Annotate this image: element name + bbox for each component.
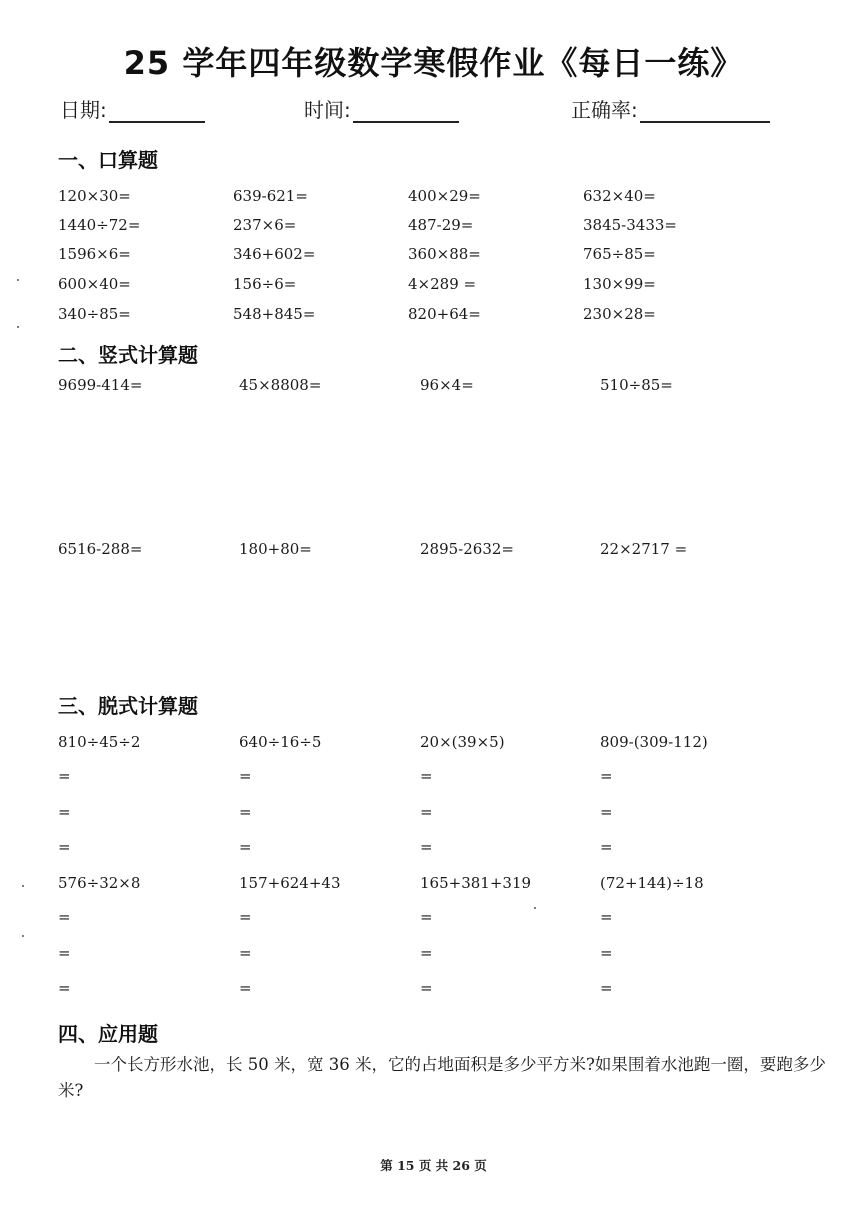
oral-item: 632×40= — [583, 187, 656, 205]
scan-speck — [534, 907, 536, 909]
accuracy-label: 正确率: — [571, 98, 638, 122]
oral-item: 1596×6= — [58, 245, 131, 263]
worksheet-title: 25 学年四年级数学寒假作业《每日一练》 — [123, 44, 744, 82]
equals-sign: = — [58, 803, 71, 821]
equals-sign: = — [600, 803, 613, 821]
equals-sign: = — [600, 979, 613, 997]
step-item: 157+624+43 — [239, 874, 341, 892]
time-label: 时间: — [304, 98, 351, 122]
equals-sign: = — [58, 838, 71, 856]
scan-speck — [22, 935, 24, 937]
equals-sign: = — [239, 838, 252, 856]
scan-speck — [17, 279, 19, 281]
vertical-item: 45×8808= — [239, 376, 322, 394]
equals-sign: = — [58, 767, 71, 785]
vertical-item: 9699-414= — [58, 376, 143, 394]
oral-item: 120×30= — [58, 187, 131, 205]
equals-sign: = — [600, 838, 613, 856]
equals-sign: = — [58, 979, 71, 997]
oral-item: 3845-3433= — [583, 216, 677, 234]
page-footer: 第 15 页 共 26 页 — [380, 1158, 487, 1173]
oral-item: 820+64= — [408, 305, 481, 323]
oral-item: 340÷85= — [58, 305, 131, 323]
time-blank — [353, 99, 459, 123]
oral-item: 237×6= — [233, 216, 297, 234]
date-field — [60, 94, 205, 123]
oral-item: 1440÷72= — [58, 216, 141, 234]
equals-sign: = — [600, 908, 613, 926]
section-word-heading: 四、应用题 — [58, 1022, 158, 1046]
step-item: (72+144)÷18 — [600, 874, 704, 892]
oral-item: 360×88= — [408, 245, 481, 263]
equals-sign: = — [600, 767, 613, 785]
equals-sign: = — [239, 908, 252, 926]
date-label: 日期: — [60, 98, 107, 122]
oral-item: 548+845= — [233, 305, 316, 323]
step-item: 640÷16÷5 — [239, 733, 322, 751]
vertical-item: 180+80= — [239, 540, 312, 558]
step-item: 810÷45÷2 — [58, 733, 141, 751]
equals-sign: = — [420, 838, 433, 856]
vertical-item: 6516-288= — [58, 540, 143, 558]
step-item: 165+381+319 — [420, 874, 532, 892]
oral-item: 4×289 = — [408, 275, 477, 293]
equals-sign: = — [58, 944, 71, 962]
equals-sign: = — [239, 979, 252, 997]
oral-item: 600×40= — [58, 275, 131, 293]
equals-sign: = — [58, 908, 71, 926]
equals-sign: = — [420, 908, 433, 926]
equals-sign: = — [420, 803, 433, 821]
accuracy-blank — [640, 99, 770, 123]
equals-sign: = — [600, 944, 613, 962]
step-item: 20×(39×5) — [420, 733, 505, 751]
oral-item: 487-29= — [408, 216, 474, 234]
oral-item: 230×28= — [583, 305, 656, 323]
date-blank — [109, 99, 205, 123]
equals-sign: = — [420, 767, 433, 785]
equals-sign: = — [239, 803, 252, 821]
vertical-item: 510÷85= — [600, 376, 673, 394]
section-step-heading: 三、脱式计算题 — [58, 694, 198, 718]
oral-item: 346+602= — [233, 245, 316, 263]
section-vertical-heading: 二、竖式计算题 — [58, 343, 198, 367]
word-problem-text: 一个长方形水池，长 50 米，宽 36 米，它的占地面积是多少平方米?如果围着水池跑一圈，要跑多少米? — [58, 1055, 826, 1100]
accuracy-field — [571, 94, 770, 123]
vertical-item: 96×4= — [420, 376, 474, 394]
equals-sign: = — [239, 944, 252, 962]
oral-item: 130×99= — [583, 275, 656, 293]
step-item: 576÷32×8 — [58, 874, 141, 892]
time-field — [304, 94, 459, 123]
equals-sign: = — [239, 767, 252, 785]
equals-sign: = — [420, 944, 433, 962]
vertical-item: 2895-2632= — [420, 540, 514, 558]
oral-item: 765÷85= — [583, 245, 656, 263]
oral-item: 400×29= — [408, 187, 481, 205]
scan-speck — [22, 885, 24, 887]
vertical-item: 22×2717 = — [600, 540, 688, 558]
scan-speck — [17, 326, 19, 328]
oral-item: 639-621= — [233, 187, 308, 205]
step-item: 809-(309-112) — [600, 733, 708, 751]
oral-item: 156÷6= — [233, 275, 297, 293]
section-oral-heading: 一、口算题 — [58, 148, 158, 172]
equals-sign: = — [420, 979, 433, 997]
